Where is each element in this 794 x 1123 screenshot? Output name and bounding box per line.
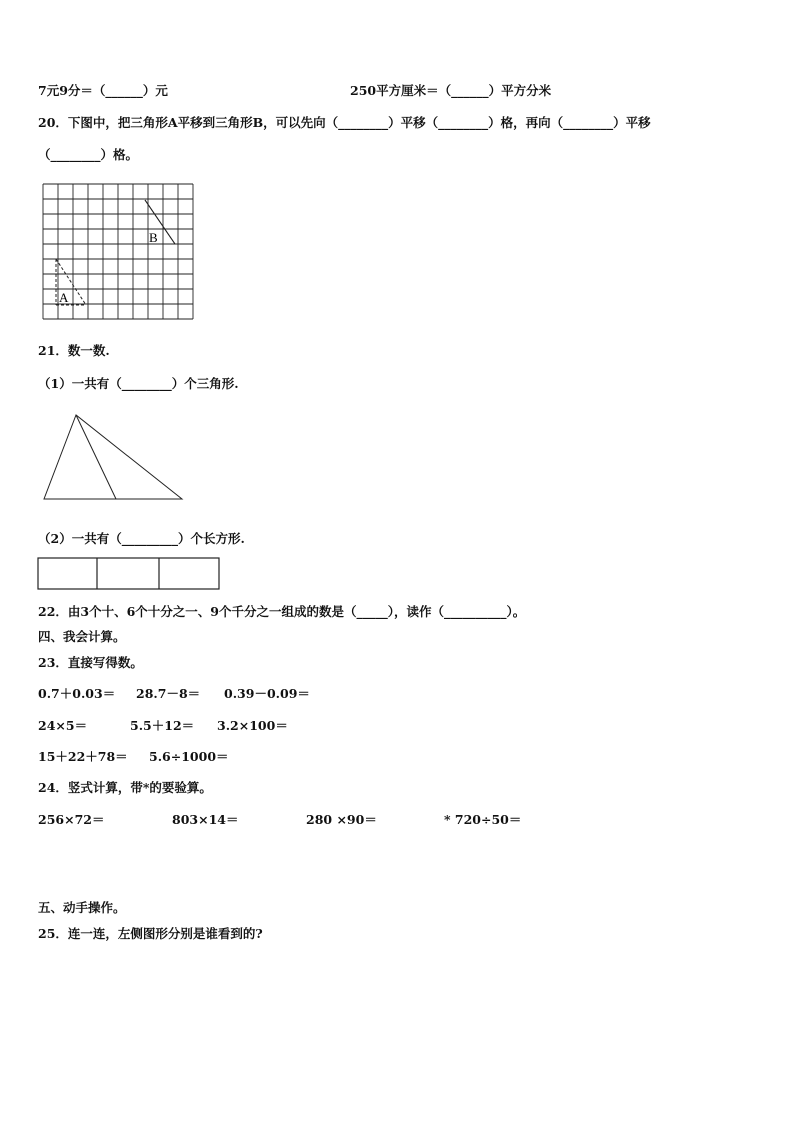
translation-grid — [42, 183, 194, 325]
q23-row1-item3: 0.39－0.09＝ — [224, 686, 310, 701]
q21-sub1: （1）一共有（________）个三角形. — [38, 376, 239, 391]
q21-title: 21．数一数. — [38, 343, 110, 358]
q23-row1-item2: 28.7－8＝ — [136, 686, 201, 701]
q23-row2-item2: 5.5＋12＝ — [130, 718, 195, 733]
q20-line-1: 20．下图中，把三角形A平移到三角形B，可以先向（________）平移（________）格，再向（________）平移 — [38, 115, 651, 130]
section4-title: 四、我会计算。 — [38, 629, 126, 644]
q23-title: 23．直接写得数。 — [38, 655, 143, 670]
q23-row2-item1: 24×5＝ — [38, 718, 88, 733]
q25-title: 25．连一连，左侧图形分别是谁看到的? — [38, 926, 263, 941]
triangle-a-label: A — [59, 290, 69, 305]
q24-item2: 803×14＝ — [172, 812, 239, 827]
q23-row1-item1: 0.7＋0.03＝ — [38, 686, 116, 701]
q24-item1: 256×72＝ — [38, 812, 105, 827]
q20-line-2: （________）格。 — [38, 147, 139, 162]
rectangle-figure — [37, 557, 221, 591]
q23-row3-item2: 5.6÷1000＝ — [149, 749, 229, 764]
q23-row2-item3: 3.2×100＝ — [217, 718, 288, 733]
q21-sub2: （2）一共有（_________）个长方形. — [38, 531, 245, 546]
q19-part-b: 250平方厘米＝（______）平方分米 — [350, 83, 552, 98]
q24-title: 24．竖式计算，带*的要验算。 — [38, 780, 212, 795]
q22-text: 22．由3个十、6个十分之一、9个千分之一组成的数是（_____），读作（__________）。 — [38, 604, 526, 619]
triangle-b-label: B — [149, 230, 158, 245]
q24-item3: 280 ×90＝ — [306, 812, 377, 827]
q19-part-a: 7元9分＝（______）元 — [38, 83, 168, 98]
section5-title: 五、动手操作。 — [38, 900, 126, 915]
q23-row3-item1: 15＋22＋78＝ — [38, 749, 128, 764]
triangle-figure — [40, 410, 190, 504]
q24-item4: * 720÷50＝ — [444, 812, 522, 827]
